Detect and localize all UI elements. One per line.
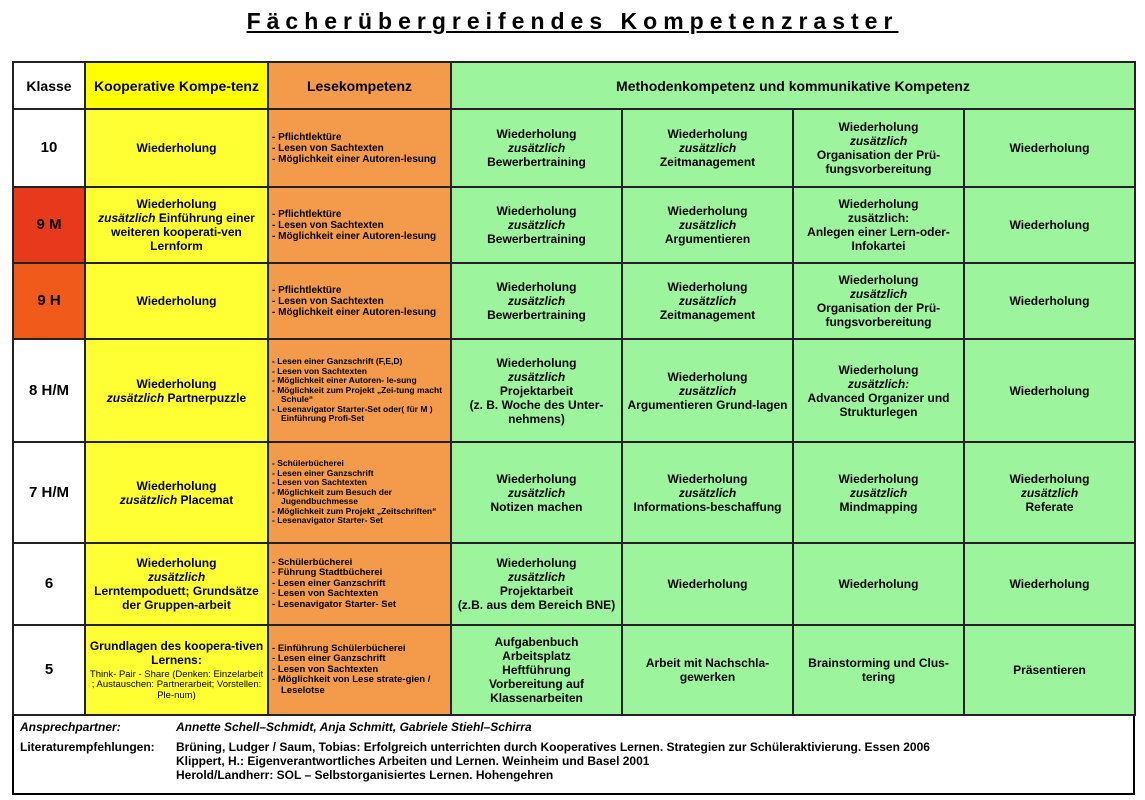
lese-item: - Lesen einer Ganzschrift xyxy=(272,654,447,665)
klasse-cell: 6 xyxy=(13,543,85,625)
table-row xyxy=(13,263,1135,339)
coop-text: Einführung einer weiteren kooperati-ven Lernform xyxy=(111,211,255,253)
contact-row xyxy=(20,720,1130,734)
competence-grid xyxy=(12,61,1136,716)
method-cell xyxy=(451,543,622,625)
lese-item: - Pflichtlektüre xyxy=(272,285,447,296)
lese-cell xyxy=(268,109,451,187)
klasse-cell: 9 H xyxy=(13,263,85,339)
literature-row xyxy=(20,740,1130,782)
method-text: Mindmapping xyxy=(839,499,918,514)
method-text: Wiederholung xyxy=(838,273,919,287)
method-text: Aufgabenbuch xyxy=(494,635,579,649)
method-text: Advanced Organizer und Strukturlegen xyxy=(807,390,950,419)
method-text: Zeitmanagement xyxy=(659,155,756,169)
method-cell xyxy=(793,442,964,543)
header-klasse: Klasse xyxy=(13,62,85,109)
method-text: zusätzlich xyxy=(1020,485,1079,500)
lese-item: - Führung Stadtbücherei xyxy=(272,568,447,579)
method-text: Notizen machen xyxy=(490,499,583,514)
method-text: Wiederholung xyxy=(1009,218,1090,232)
method-text: Wiederholung xyxy=(667,471,748,486)
lese-cell xyxy=(268,442,451,543)
literature-label: Literaturempfehlungen: xyxy=(20,740,155,754)
lese-item: - Möglichkeit von Lese strate-gien / Leselotse xyxy=(272,675,447,696)
method-cell xyxy=(451,263,622,339)
contact-names: Annette Schell–Schmidt, Anja Schmitt, Gabriele Stiehl–Schirra xyxy=(176,720,532,734)
lese-item: - Lesen einer Ganzschrift (F,E,D) xyxy=(272,357,447,367)
method-text: zusätzlich: xyxy=(847,211,910,225)
method-text: Wiederholung xyxy=(1009,294,1090,308)
coop-text: Grundlagen des koopera-tiven Lernens: xyxy=(89,638,264,667)
literature-item: Herold/Landherr: SOL – Selbstorganisiertes Lernen. Hohengehren xyxy=(176,768,554,782)
method-text: Wiederholung xyxy=(496,556,577,570)
method-cell xyxy=(451,625,622,715)
coop-cell xyxy=(85,263,268,339)
method-text: Argumentieren xyxy=(664,232,751,246)
method-text: Referate xyxy=(1025,499,1074,514)
method-text: Projektarbeit xyxy=(499,383,574,398)
method-cell xyxy=(964,543,1135,625)
method-text: Wiederholung xyxy=(667,204,748,218)
coop-text: Wiederholung xyxy=(136,478,217,493)
method-text: Wiederholung xyxy=(667,127,748,141)
lese-item: - Lesen von Sachtexten xyxy=(272,665,447,676)
method-cell xyxy=(793,109,964,187)
method-text: Vorbereitung auf Klassenarbeiten xyxy=(488,677,585,705)
method-cell xyxy=(964,109,1135,187)
method-text: Arbeitsplatz xyxy=(502,649,571,663)
method-text: Bewerbertraining xyxy=(487,308,586,322)
method-text: zusätzlich xyxy=(678,218,737,232)
method-text: zusätzlich xyxy=(507,294,566,308)
method-text: zusätzlich xyxy=(507,369,566,384)
header-lese: Lesekompetenz xyxy=(268,62,451,109)
lese-cell xyxy=(268,339,451,442)
coop-text: Think- Pair - Share (Denken: Einzelarbeit ; Austauschen: Partnerarbeit; Vorstellen: Ple-num) xyxy=(89,668,264,701)
method-text: zusätzlich xyxy=(678,383,737,398)
table-row xyxy=(13,187,1135,263)
lese-cell xyxy=(268,625,451,715)
method-text: Wiederholung xyxy=(838,577,919,591)
method-text: zusätzlich xyxy=(678,485,737,500)
coop-text: zusätzlich xyxy=(98,211,156,225)
lese-item: - Möglichkeit einer Autoren-lesung xyxy=(272,307,447,318)
coop-cell xyxy=(85,442,268,543)
method-text: zusätzlich xyxy=(507,141,566,155)
method-text: (z.B. aus dem Bereich BNE) xyxy=(457,598,616,612)
method-cell xyxy=(964,187,1135,263)
method-cell xyxy=(451,109,622,187)
lese-item: - Schülerbücherei xyxy=(272,558,447,569)
lese-item: - Lesen von Sachtexten xyxy=(272,478,447,488)
lese-list xyxy=(272,558,447,611)
coop-cell xyxy=(85,109,268,187)
method-text: Wiederholung xyxy=(1009,141,1090,155)
lese-list xyxy=(272,285,447,318)
header-kooperativ: Kooperative Kompe-tenz xyxy=(85,62,268,109)
method-text: Wiederholung xyxy=(838,471,919,486)
method-text: Bewerbertraining xyxy=(487,232,586,246)
literature-item: Klippert, H.: Eigenverantwortliches Arbeiten und Lernen. Weinheim und Basel 2001 xyxy=(176,754,650,768)
coop-cell xyxy=(85,187,268,263)
coop-text: Lerntempoduett; Grundsätze der Gruppen-arbeit xyxy=(94,584,259,612)
table-row xyxy=(13,339,1135,442)
method-text: zusätzlich xyxy=(849,485,908,500)
coop-text: zusätzlich xyxy=(147,570,206,584)
klasse-cell: 8 H/M xyxy=(13,339,85,442)
method-text: Wiederholung xyxy=(496,127,577,141)
coop-cell xyxy=(85,625,268,715)
method-cell xyxy=(622,339,793,442)
coop-text: zusätzlich xyxy=(106,390,165,405)
method-text: zusätzlich: xyxy=(847,376,910,391)
method-text: Informations-beschaffung xyxy=(633,499,782,514)
method-text: Wiederholung xyxy=(667,280,748,294)
method-text: zusätzlich xyxy=(507,570,566,584)
method-text: Wiederholung xyxy=(838,120,919,134)
method-cell xyxy=(622,263,793,339)
klasse-cell: 10 xyxy=(13,109,85,187)
coop-text: Wiederholung xyxy=(136,197,217,211)
klasse-cell: 7 H/M xyxy=(13,442,85,543)
klasse-cell: 5 xyxy=(13,625,85,715)
table-row xyxy=(13,543,1135,625)
method-text: Wiederholung xyxy=(1009,471,1090,486)
lese-list xyxy=(272,209,447,242)
method-text: Anlegen einer Lern-oder- Infokartei xyxy=(807,225,950,253)
header-row xyxy=(13,62,1135,109)
lese-item: - Möglichkeit zum Projekt „Zeitschriften“ xyxy=(272,507,447,517)
method-cell xyxy=(964,442,1135,543)
method-text: zusätzlich xyxy=(507,485,566,500)
method-text: zusätzlich xyxy=(678,294,737,308)
lese-item: - Lesen von Sachtexten xyxy=(272,367,447,377)
method-cell xyxy=(451,187,622,263)
coop-cell xyxy=(85,543,268,625)
lese-item: - Pflichtlektüre xyxy=(272,132,447,143)
method-text: Brainstorming und Clus-tering xyxy=(808,656,949,684)
coop-text: Wiederholung xyxy=(136,556,217,570)
method-text: Argumentieren Grund-lagen xyxy=(627,397,788,412)
method-text: Arbeit mit Nachschla-gewerken xyxy=(645,656,770,684)
method-text: zusätzlich xyxy=(849,287,908,301)
lese-item: - Lesenavigator Starter- Set xyxy=(272,600,447,611)
lese-list xyxy=(272,644,447,697)
lese-list xyxy=(272,132,447,165)
lese-list xyxy=(272,357,447,424)
coop-text: Partnerpuzzle xyxy=(164,390,247,405)
table-row xyxy=(13,109,1135,187)
method-text: Wiederholung xyxy=(838,197,919,211)
method-text: Wiederholung xyxy=(496,355,577,370)
method-text: zusätzlich xyxy=(849,134,908,148)
coop-text: Wiederholung xyxy=(136,294,217,308)
lese-item: - Lesen einer Ganzschrift xyxy=(272,469,447,479)
method-text: Präsentieren xyxy=(1013,663,1086,677)
method-text: zusätzlich xyxy=(678,141,737,155)
method-cell xyxy=(622,625,793,715)
method-text: Wiederholung xyxy=(1009,383,1090,398)
method-text: Organisation der Prü-fungsvorbereitung xyxy=(816,301,941,329)
page-title: Fächerübergreifendes Kompetenzraster xyxy=(246,8,899,34)
coop-text: zusätzlich xyxy=(119,492,178,507)
lese-item: - Einführung Schülerbücherei xyxy=(272,644,447,655)
coop-text: Placemat xyxy=(177,492,234,507)
lese-item: - Lesenavigator Starter- Set xyxy=(272,516,447,526)
method-text: Wiederholung xyxy=(496,471,577,486)
method-cell xyxy=(622,442,793,543)
coop-text: Wiederholung xyxy=(136,376,217,391)
method-text: Wiederholung xyxy=(1009,577,1090,591)
lese-item: - Lesen von Sachtexten xyxy=(272,143,447,154)
lese-list xyxy=(272,459,447,526)
header-methoden: Methodenkompetenz und kommunikative Kompetenz xyxy=(451,62,1135,109)
lese-item: - Pflichtlektüre xyxy=(272,209,447,220)
coop-cell xyxy=(85,339,268,442)
method-cell xyxy=(793,625,964,715)
table-row xyxy=(13,625,1135,715)
lese-cell xyxy=(268,187,451,263)
method-text: Zeitmanagement xyxy=(659,308,756,322)
method-text: Wiederholung xyxy=(838,362,919,377)
method-cell xyxy=(964,339,1135,442)
method-cell xyxy=(793,263,964,339)
method-cell xyxy=(622,543,793,625)
method-text: Heftführung xyxy=(502,663,571,677)
method-text: Wiederholung xyxy=(667,577,748,591)
method-text: Wiederholung xyxy=(667,369,748,384)
method-text: Wiederholung xyxy=(496,280,577,294)
lese-item: - Lesen von Sachtexten xyxy=(272,220,447,231)
method-cell xyxy=(964,625,1135,715)
footer xyxy=(20,720,1130,782)
method-text: zusätzlich xyxy=(507,218,566,232)
method-cell xyxy=(793,543,964,625)
method-cell xyxy=(793,187,964,263)
method-cell xyxy=(451,442,622,543)
lese-item: - Möglichkeit einer Autoren-lesung xyxy=(272,154,447,165)
lese-item: - Möglichkeit einer Autoren-lesung xyxy=(272,231,447,242)
literature-list xyxy=(176,740,930,782)
coop-text: Wiederholung xyxy=(136,141,217,155)
lese-item: - Lesen einer Ganzschrift xyxy=(272,579,447,590)
method-cell xyxy=(622,187,793,263)
lese-item: - Schülerbücherei xyxy=(272,459,447,469)
lese-item: - Lesen von Sachtexten xyxy=(272,296,447,307)
lese-item: - Lesenavigator Starter-Set oder( für M ) Einführung Profi-Set xyxy=(272,405,447,424)
method-cell xyxy=(622,109,793,187)
method-text: (z. B. Woche des Unter-nehmens) xyxy=(469,397,604,426)
method-text: Bewerbertraining xyxy=(487,155,586,169)
method-cell xyxy=(451,339,622,442)
klasse-cell: 9 M xyxy=(13,187,85,263)
lese-cell xyxy=(268,263,451,339)
lese-item: - Möglichkeit zum Besuch der Jugendbuchmesse xyxy=(272,488,447,507)
method-text: Organisation der Prü-fungsvorbereitung xyxy=(816,148,941,176)
method-text: Wiederholung xyxy=(496,204,577,218)
method-cell xyxy=(964,263,1135,339)
lese-item: - Möglichkeit zum Projekt „Zei-tung macht Schule“ xyxy=(272,386,447,405)
lese-item: - Lesen von Sachtexten xyxy=(272,589,447,600)
method-text: Projektarbeit xyxy=(499,584,574,598)
method-cell xyxy=(793,339,964,442)
literature-item: Brüning, Ludger / Saum, Tobias: Erfolgreich unterrichten durch Kooperatives Lernen. Strategien zur Schüleraktivierung. Essen 2006 xyxy=(176,740,930,754)
lese-cell xyxy=(268,543,451,625)
table-row xyxy=(13,442,1135,543)
lese-item: - Möglichkeit einer Autoren- le-sung xyxy=(272,376,447,386)
contact-label: Ansprechpartner: xyxy=(20,720,121,734)
